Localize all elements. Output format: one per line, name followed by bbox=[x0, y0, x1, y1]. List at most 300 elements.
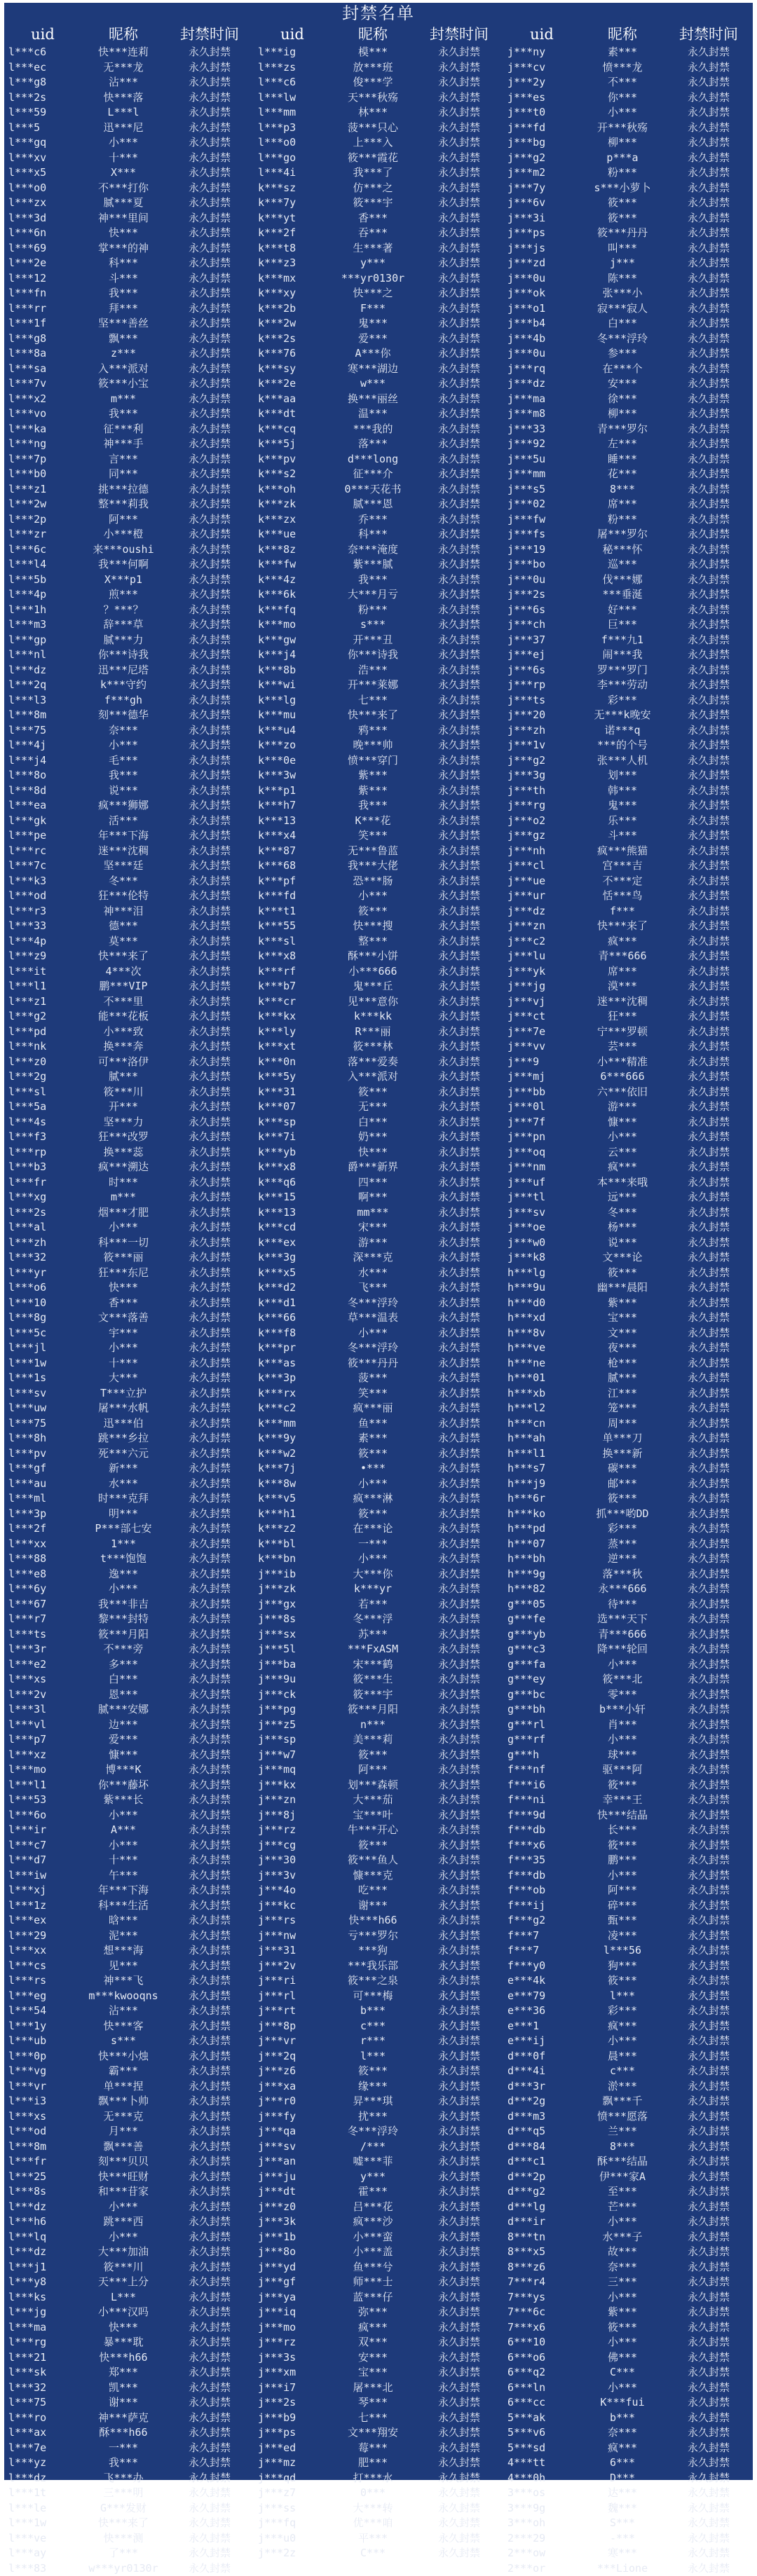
nickname-cell: 张***人机 bbox=[580, 753, 664, 769]
table-row bbox=[4, 1582, 254, 1597]
nickname-cell: 疯***淋 bbox=[331, 1491, 415, 1507]
uid-cell: j***0l bbox=[503, 1099, 580, 1115]
table-row bbox=[4, 1446, 254, 1462]
ban-time-cell: 永久封禁 bbox=[415, 452, 503, 467]
table-row bbox=[254, 2380, 503, 2396]
ban-time-cell: 永久封禁 bbox=[415, 617, 503, 633]
ban-time-cell: 永久封禁 bbox=[664, 1521, 753, 1537]
table-row bbox=[4, 1898, 254, 1914]
ban-time-cell: 永久封禁 bbox=[165, 2411, 254, 2426]
ban-time-cell: 永久封禁 bbox=[165, 1853, 254, 1868]
nickname-cell: 放***班 bbox=[331, 60, 415, 76]
ban-time-cell: 永久封禁 bbox=[165, 60, 254, 76]
nickname-cell: 上***入 bbox=[331, 135, 415, 151]
table-row bbox=[503, 1883, 753, 1898]
ban-time-cell: 永久封禁 bbox=[165, 105, 254, 121]
ban-time-cell: 永久封禁 bbox=[165, 2516, 254, 2531]
uid-cell: l***8m bbox=[4, 2139, 81, 2155]
table-row bbox=[503, 437, 753, 452]
uid-cell: j***2s bbox=[254, 2395, 331, 2411]
nickname-cell: 白*** bbox=[580, 316, 664, 331]
nickname-cell: y*** bbox=[331, 256, 415, 271]
table-row bbox=[503, 1190, 753, 1205]
nickname-cell: 凌*** bbox=[580, 1928, 664, 1944]
nickname-cell: 小*** bbox=[81, 1220, 165, 1235]
ban-time-cell: 永久封禁 bbox=[165, 874, 254, 889]
table-row bbox=[503, 2200, 753, 2215]
ban-time-cell: 永久封禁 bbox=[415, 1130, 503, 1145]
table-row bbox=[503, 2049, 753, 2064]
ban-time-cell: 永久封禁 bbox=[165, 1748, 254, 1763]
nickname-cell: 科***生活 bbox=[81, 1898, 165, 1914]
nickname-cell: 坚***力 bbox=[81, 1115, 165, 1130]
nickname-cell: 沾*** bbox=[81, 2003, 165, 2019]
table-row bbox=[254, 135, 503, 151]
uid-cell: l***4p bbox=[4, 587, 81, 603]
ban-list-columns bbox=[4, 24, 753, 2480]
nickname-cell: A***你 bbox=[331, 346, 415, 362]
uid-cell: j***zh bbox=[503, 723, 580, 739]
nickname-cell: 菠***只心 bbox=[331, 121, 415, 136]
table-row bbox=[503, 90, 753, 106]
nickname-cell: 落***爱奏 bbox=[331, 1055, 415, 1070]
table-row bbox=[254, 1326, 503, 1341]
nickname-cell: 七*** bbox=[331, 2411, 415, 2426]
uid-cell: k***0n bbox=[254, 1055, 331, 1070]
uid-cell: k***h7 bbox=[254, 798, 331, 814]
nickname-cell: 周*** bbox=[580, 1416, 664, 1432]
uid-cell: k***x4 bbox=[254, 828, 331, 844]
nickname-cell: 时*** bbox=[81, 1175, 165, 1191]
ban-time-cell: 永久封禁 bbox=[165, 1069, 254, 1085]
nickname-cell: 小*** bbox=[580, 1657, 664, 1673]
ban-time-cell: 永久封禁 bbox=[165, 919, 254, 934]
ban-time-cell: 永久封禁 bbox=[415, 497, 503, 512]
uid-cell: l***8o bbox=[4, 768, 81, 783]
uid-cell: l***8g bbox=[4, 1310, 81, 1326]
table-row bbox=[254, 286, 503, 301]
nickname-cell: 酥***h66 bbox=[81, 2425, 165, 2441]
table-row bbox=[254, 90, 503, 106]
ban-time-cell: 永久封禁 bbox=[415, 1702, 503, 1718]
table-row bbox=[254, 1943, 503, 1959]
uid-cell: j***m2 bbox=[503, 165, 580, 181]
table-row bbox=[254, 1446, 503, 1462]
nickname-cell: 小*** bbox=[331, 1326, 415, 1341]
nickname-cell: 屠***水帆 bbox=[81, 1401, 165, 1416]
uid-cell: k***cq bbox=[254, 422, 331, 437]
table-row bbox=[254, 2531, 503, 2547]
nickname-cell: 你***诗我 bbox=[81, 648, 165, 663]
nickname-cell: 小*** bbox=[331, 889, 415, 904]
nickname-cell: 换***丽丝 bbox=[331, 392, 415, 407]
uid-cell: j***mj bbox=[503, 1069, 580, 1085]
nickname-cell: 筱*** bbox=[580, 1778, 664, 1793]
uid-cell: k***68 bbox=[254, 858, 331, 874]
nickname-cell: 柳*** bbox=[580, 406, 664, 422]
uid-cell: 3***9g bbox=[503, 2501, 580, 2516]
ban-time-cell: 永久封禁 bbox=[664, 527, 753, 542]
uid-cell: d***4i bbox=[503, 2064, 580, 2079]
uid-cell: j***7f bbox=[503, 1115, 580, 1130]
nickname-cell: 天***秋殇 bbox=[331, 90, 415, 106]
uid-cell: h***lg bbox=[503, 1266, 580, 1281]
table-row bbox=[4, 241, 254, 256]
nickname-cell: 紫***长 bbox=[81, 1793, 165, 1808]
uid-cell: l***gp bbox=[4, 633, 81, 648]
table-row bbox=[503, 2561, 753, 2576]
uid-cell: l***zr bbox=[4, 527, 81, 542]
ban-time-cell: 永久封禁 bbox=[415, 2109, 503, 2125]
nickname-cell: 疯***熊猫 bbox=[580, 844, 664, 859]
ban-time-cell: 永久封禁 bbox=[664, 1371, 753, 1386]
nickname-cell: 筱***生 bbox=[331, 1672, 415, 1687]
ban-time-cell: 永久封禁 bbox=[415, 2531, 503, 2547]
table-row bbox=[254, 2320, 503, 2336]
ban-time-cell: 永久封禁 bbox=[415, 678, 503, 693]
uid-cell: k***31 bbox=[254, 1085, 331, 1100]
uid-cell: f***db bbox=[503, 1868, 580, 1884]
uid-cell: l***z1 bbox=[4, 482, 81, 498]
nickname-cell: 腻***安娜 bbox=[81, 1702, 165, 1718]
uid-cell: g***bc bbox=[503, 1687, 580, 1703]
uid-cell: l***od bbox=[4, 889, 81, 904]
ban-time-cell: 永久封禁 bbox=[415, 1099, 503, 1115]
ban-time-cell: 永久封禁 bbox=[165, 196, 254, 211]
table-row bbox=[254, 1401, 503, 1416]
uid-cell: 3***oh bbox=[503, 2516, 580, 2531]
table-row bbox=[503, 392, 753, 407]
nickname-cell: 筱***川 bbox=[81, 1085, 165, 1100]
ban-time-cell: 永久封禁 bbox=[415, 362, 503, 377]
nickname-cell: 一*** bbox=[81, 2441, 165, 2456]
nickname-cell: ***垂涎 bbox=[580, 587, 664, 603]
table-row bbox=[254, 2230, 503, 2245]
table-row bbox=[503, 2395, 753, 2411]
table-row bbox=[254, 527, 503, 542]
ban-time-cell: 永久封禁 bbox=[415, 2079, 503, 2095]
uid-cell: l***dz bbox=[4, 2245, 81, 2260]
table-row bbox=[4, 2184, 254, 2200]
uid-cell: l***xx bbox=[4, 1943, 81, 1959]
table-row bbox=[503, 1778, 753, 1793]
uid-cell: k***sp bbox=[254, 1115, 331, 1130]
ban-time-cell: 永久封禁 bbox=[165, 1612, 254, 1627]
uid-cell: h***6r bbox=[503, 1491, 580, 1507]
nickname-cell: 游*** bbox=[580, 1099, 664, 1115]
table-row bbox=[503, 1431, 753, 1446]
uid-cell: l***od bbox=[4, 2124, 81, 2139]
table-row bbox=[254, 151, 503, 166]
ban-time-cell: 永久封禁 bbox=[664, 1326, 753, 1341]
nickname-cell: 腻***夏 bbox=[81, 196, 165, 211]
table-row bbox=[4, 617, 254, 633]
ban-time-cell: 永久封禁 bbox=[415, 949, 503, 964]
table-row bbox=[4, 1009, 254, 1025]
table-row bbox=[254, 1672, 503, 1687]
table-row bbox=[4, 1205, 254, 1221]
table-row bbox=[503, 2230, 753, 2245]
uid-cell: l***gf bbox=[4, 1461, 81, 1477]
table-row bbox=[254, 1235, 503, 1251]
table-row bbox=[4, 1310, 254, 1326]
table-row bbox=[503, 1085, 753, 1100]
nickname-cell: 快***h66 bbox=[81, 2350, 165, 2366]
nickname-cell: 小*** bbox=[580, 2290, 664, 2306]
nickname-cell: 参*** bbox=[580, 346, 664, 362]
table-row bbox=[4, 2094, 254, 2109]
ban-time-cell: 永久封禁 bbox=[415, 2501, 503, 2516]
uid-cell: g***ey bbox=[503, 1672, 580, 1687]
ban-time-cell: 永久封禁 bbox=[664, 256, 753, 271]
ban-time-cell: 永久封禁 bbox=[415, 1461, 503, 1477]
nickname-cell: f***九1 bbox=[580, 633, 664, 648]
uid-cell: l***ex bbox=[4, 1913, 81, 1928]
ban-time-cell: 永久封禁 bbox=[664, 422, 753, 437]
uid-cell: k***f8 bbox=[254, 1326, 331, 1341]
ban-time-cell: 永久封禁 bbox=[664, 2455, 753, 2471]
table-row bbox=[4, 60, 254, 76]
nickname-cell: 琴*** bbox=[331, 2395, 415, 2411]
ban-time-cell: 永久封禁 bbox=[664, 467, 753, 482]
nickname-cell: •*** bbox=[331, 1461, 415, 1477]
table-row bbox=[254, 1521, 503, 1537]
table-row bbox=[4, 1160, 254, 1175]
ban-time-cell: 永久封禁 bbox=[415, 1507, 503, 1522]
uid-cell: l***pe bbox=[4, 828, 81, 844]
ban-time-cell: 永久封禁 bbox=[415, 105, 503, 121]
table-row bbox=[254, 75, 503, 90]
ban-time-cell: 永久封禁 bbox=[165, 226, 254, 241]
ban-time-cell: 永久封禁 bbox=[415, 663, 503, 678]
ban-time-cell: 永久封禁 bbox=[165, 316, 254, 331]
nickname-cell: 韩*** bbox=[580, 783, 664, 799]
uid-cell: j***vr bbox=[254, 2034, 331, 2049]
nickname-cell: 宝***叶 bbox=[331, 1808, 415, 1823]
table-row bbox=[503, 1160, 753, 1175]
ban-time-cell: 永久封禁 bbox=[415, 437, 503, 452]
ban-time-cell: 永久封禁 bbox=[415, 1009, 503, 1025]
table-row bbox=[4, 406, 254, 422]
table-row bbox=[4, 331, 254, 347]
table-row bbox=[503, 2079, 753, 2095]
ban-time-cell: 永久封禁 bbox=[664, 2003, 753, 2019]
uid-cell: j***ya bbox=[254, 2290, 331, 2306]
nickname-cell: 我*** bbox=[81, 406, 165, 422]
table-row bbox=[254, 165, 503, 181]
header-ban-time: 封禁时间 bbox=[165, 24, 254, 45]
table-row bbox=[4, 1808, 254, 1823]
table-row bbox=[4, 512, 254, 528]
nickname-cell: 小*** bbox=[81, 1838, 165, 1854]
uid-cell: l***j1 bbox=[4, 2260, 81, 2275]
nickname-cell: S*** bbox=[580, 2516, 664, 2531]
table-row bbox=[254, 617, 503, 633]
table-row bbox=[4, 1537, 254, 1552]
table-row bbox=[254, 2411, 503, 2426]
uid-cell: f***db bbox=[503, 1823, 580, 1838]
table-row bbox=[254, 2395, 503, 2411]
table-row bbox=[503, 1687, 753, 1703]
uid-cell: l***c7 bbox=[4, 1838, 81, 1854]
table-row bbox=[4, 1793, 254, 1808]
table-row bbox=[503, 1069, 753, 1085]
table-row bbox=[4, 2305, 254, 2320]
nickname-cell: 神***里间 bbox=[81, 211, 165, 226]
nickname-cell: 筱*** bbox=[331, 1085, 415, 1100]
ban-time-cell: 永久封禁 bbox=[415, 1069, 503, 1085]
nickname-cell: 愤***龙 bbox=[580, 60, 664, 76]
ban-time-cell: 永久封禁 bbox=[165, 1973, 254, 1989]
ban-time-cell: 永久封禁 bbox=[664, 1868, 753, 1884]
table-row bbox=[254, 1250, 503, 1266]
table-row bbox=[503, 1055, 753, 1070]
table-row bbox=[254, 1883, 503, 1898]
uid-cell: l***h6 bbox=[4, 2214, 81, 2230]
ban-time-cell: 永久封禁 bbox=[165, 286, 254, 301]
ban-time-cell: 永久封禁 bbox=[415, 1431, 503, 1446]
table-row bbox=[503, 2425, 753, 2441]
nickname-cell: 快*** bbox=[81, 226, 165, 241]
ban-time-cell: 永久封禁 bbox=[415, 783, 503, 799]
ban-time-cell: 永久封禁 bbox=[664, 1883, 753, 1898]
uid-cell: f***nf bbox=[503, 1762, 580, 1778]
nickname-cell: y*** bbox=[331, 2170, 415, 2185]
nickname-cell: 6*** bbox=[580, 2455, 664, 2471]
table-row bbox=[254, 1025, 503, 1040]
nickname-cell: 枪*** bbox=[580, 1356, 664, 1371]
nickname-cell: L*** bbox=[81, 2290, 165, 2306]
nickname-cell: K***fui bbox=[580, 2395, 664, 2411]
nickname-cell: 酥***结晶 bbox=[580, 2154, 664, 2170]
uid-cell: l***xx bbox=[4, 1537, 81, 1552]
uid-cell: k***gw bbox=[254, 633, 331, 648]
nickname-cell: 快***落 bbox=[81, 90, 165, 106]
uid-cell: l***x5 bbox=[4, 165, 81, 181]
nickname-cell: 无***k晚安 bbox=[580, 708, 664, 723]
nickname-cell: ***yr0130r bbox=[331, 271, 415, 287]
ban-time-cell: 永久封禁 bbox=[415, 1642, 503, 1657]
table-row bbox=[503, 1386, 753, 1402]
table-row bbox=[4, 422, 254, 437]
nickname-cell: 宁***罗顿 bbox=[580, 1025, 664, 1040]
uid-cell: l***5c bbox=[4, 1326, 81, 1341]
ban-time-cell: 永久封禁 bbox=[165, 2335, 254, 2350]
table-row bbox=[4, 226, 254, 241]
uid-cell: j***2y bbox=[503, 75, 580, 90]
table-row bbox=[4, 271, 254, 287]
table-row bbox=[254, 1266, 503, 1281]
table-row bbox=[503, 406, 753, 422]
nickname-cell: 和***苷家 bbox=[81, 2184, 165, 2200]
uid-cell: k***mx bbox=[254, 271, 331, 287]
nickname-cell: 十*** bbox=[81, 1356, 165, 1371]
uid-cell: k***bn bbox=[254, 1551, 331, 1567]
ban-time-cell: 永久封禁 bbox=[165, 1762, 254, 1778]
uid-cell: j***sv bbox=[254, 2139, 331, 2155]
nickname-cell: j*** bbox=[580, 256, 664, 271]
table-row bbox=[4, 45, 254, 60]
ban-time-cell: 永久封禁 bbox=[664, 2275, 753, 2290]
ban-time-cell: 永久封禁 bbox=[415, 587, 503, 603]
ban-time-cell: 永久封禁 bbox=[664, 2290, 753, 2306]
nickname-cell: 斗*** bbox=[580, 828, 664, 844]
uid-cell: j***es bbox=[503, 90, 580, 106]
ban-time-cell: 永久封禁 bbox=[415, 1356, 503, 1371]
uid-cell: j***2z bbox=[254, 2546, 331, 2561]
table-row bbox=[503, 1868, 753, 1884]
uid-cell: j***g2 bbox=[503, 151, 580, 166]
table-row bbox=[4, 1250, 254, 1266]
uid-cell: d***g2 bbox=[503, 2184, 580, 2200]
ban-time-cell: 永久封禁 bbox=[415, 346, 503, 362]
table-row bbox=[4, 753, 254, 769]
uid-cell: k***4z bbox=[254, 573, 331, 588]
uid-cell: l***l1 bbox=[4, 979, 81, 994]
table-row bbox=[254, 633, 503, 648]
ban-time-cell: 永久封禁 bbox=[664, 2561, 753, 2576]
uid-cell: l***p3 bbox=[254, 121, 331, 136]
uid-cell: e***79 bbox=[503, 1989, 580, 2004]
uid-cell: l***dz bbox=[4, 2200, 81, 2215]
table-row bbox=[254, 1973, 503, 1989]
ban-time-cell: 永久封禁 bbox=[664, 798, 753, 814]
table-row bbox=[4, 1280, 254, 1296]
nickname-cell: 花*** bbox=[580, 467, 664, 482]
ban-time-cell: 永久封禁 bbox=[415, 165, 503, 181]
ban-time-cell: 永久封禁 bbox=[415, 1386, 503, 1402]
uid-cell: k***2e bbox=[254, 376, 331, 392]
nickname-cell: 拜*** bbox=[81, 301, 165, 317]
nickname-cell: 乐*** bbox=[580, 814, 664, 829]
ban-time-cell: 永久封禁 bbox=[415, 2441, 503, 2456]
nickname-cell: 仿***之 bbox=[331, 181, 415, 196]
uid-cell: l***p7 bbox=[4, 1732, 81, 1748]
uid-cell: j***w7 bbox=[254, 1748, 331, 1763]
nickname-cell: 文***翔安 bbox=[331, 2425, 415, 2441]
uid-cell: h***8v bbox=[503, 1326, 580, 1341]
uid-cell: l***8a bbox=[4, 346, 81, 362]
table-row bbox=[503, 693, 753, 708]
ban-time-cell: 永久封禁 bbox=[415, 934, 503, 950]
ban-time-cell: 永久封禁 bbox=[165, 1205, 254, 1221]
table-row bbox=[503, 1145, 753, 1160]
ban-time-cell: 永久封禁 bbox=[165, 331, 254, 347]
nickname-cell: 我*** bbox=[81, 2455, 165, 2471]
nickname-cell: s*** bbox=[331, 617, 415, 633]
header-uid: uid bbox=[503, 24, 580, 45]
ban-time-cell: 永久封禁 bbox=[415, 557, 503, 573]
table-row bbox=[503, 783, 753, 799]
ban-time-cell: 永久封禁 bbox=[664, 964, 753, 980]
table-row bbox=[254, 1356, 503, 1371]
table-row bbox=[503, 1296, 753, 1311]
ban-time-cell: 永久封禁 bbox=[664, 617, 753, 633]
ban-time-cell: 永久封禁 bbox=[664, 376, 753, 392]
ban-time-cell: 永久封禁 bbox=[415, 1612, 503, 1627]
uid-cell: j***7e bbox=[503, 1025, 580, 1040]
uid-cell: j***3v bbox=[254, 1868, 331, 1884]
nickname-cell: 慷*** bbox=[81, 1748, 165, 1763]
nickname-cell: 恩*** bbox=[81, 1687, 165, 1703]
ban-time-cell: 永久封禁 bbox=[415, 2380, 503, 2396]
nickname-cell: 筱***之泉 bbox=[331, 1973, 415, 1989]
ban-time-cell: 永久封禁 bbox=[664, 648, 753, 663]
uid-cell: j***zn bbox=[254, 1793, 331, 1808]
nickname-cell: 奈*** bbox=[580, 2425, 664, 2441]
uid-cell: j***30 bbox=[254, 1853, 331, 1868]
header-uid: uid bbox=[254, 24, 331, 45]
